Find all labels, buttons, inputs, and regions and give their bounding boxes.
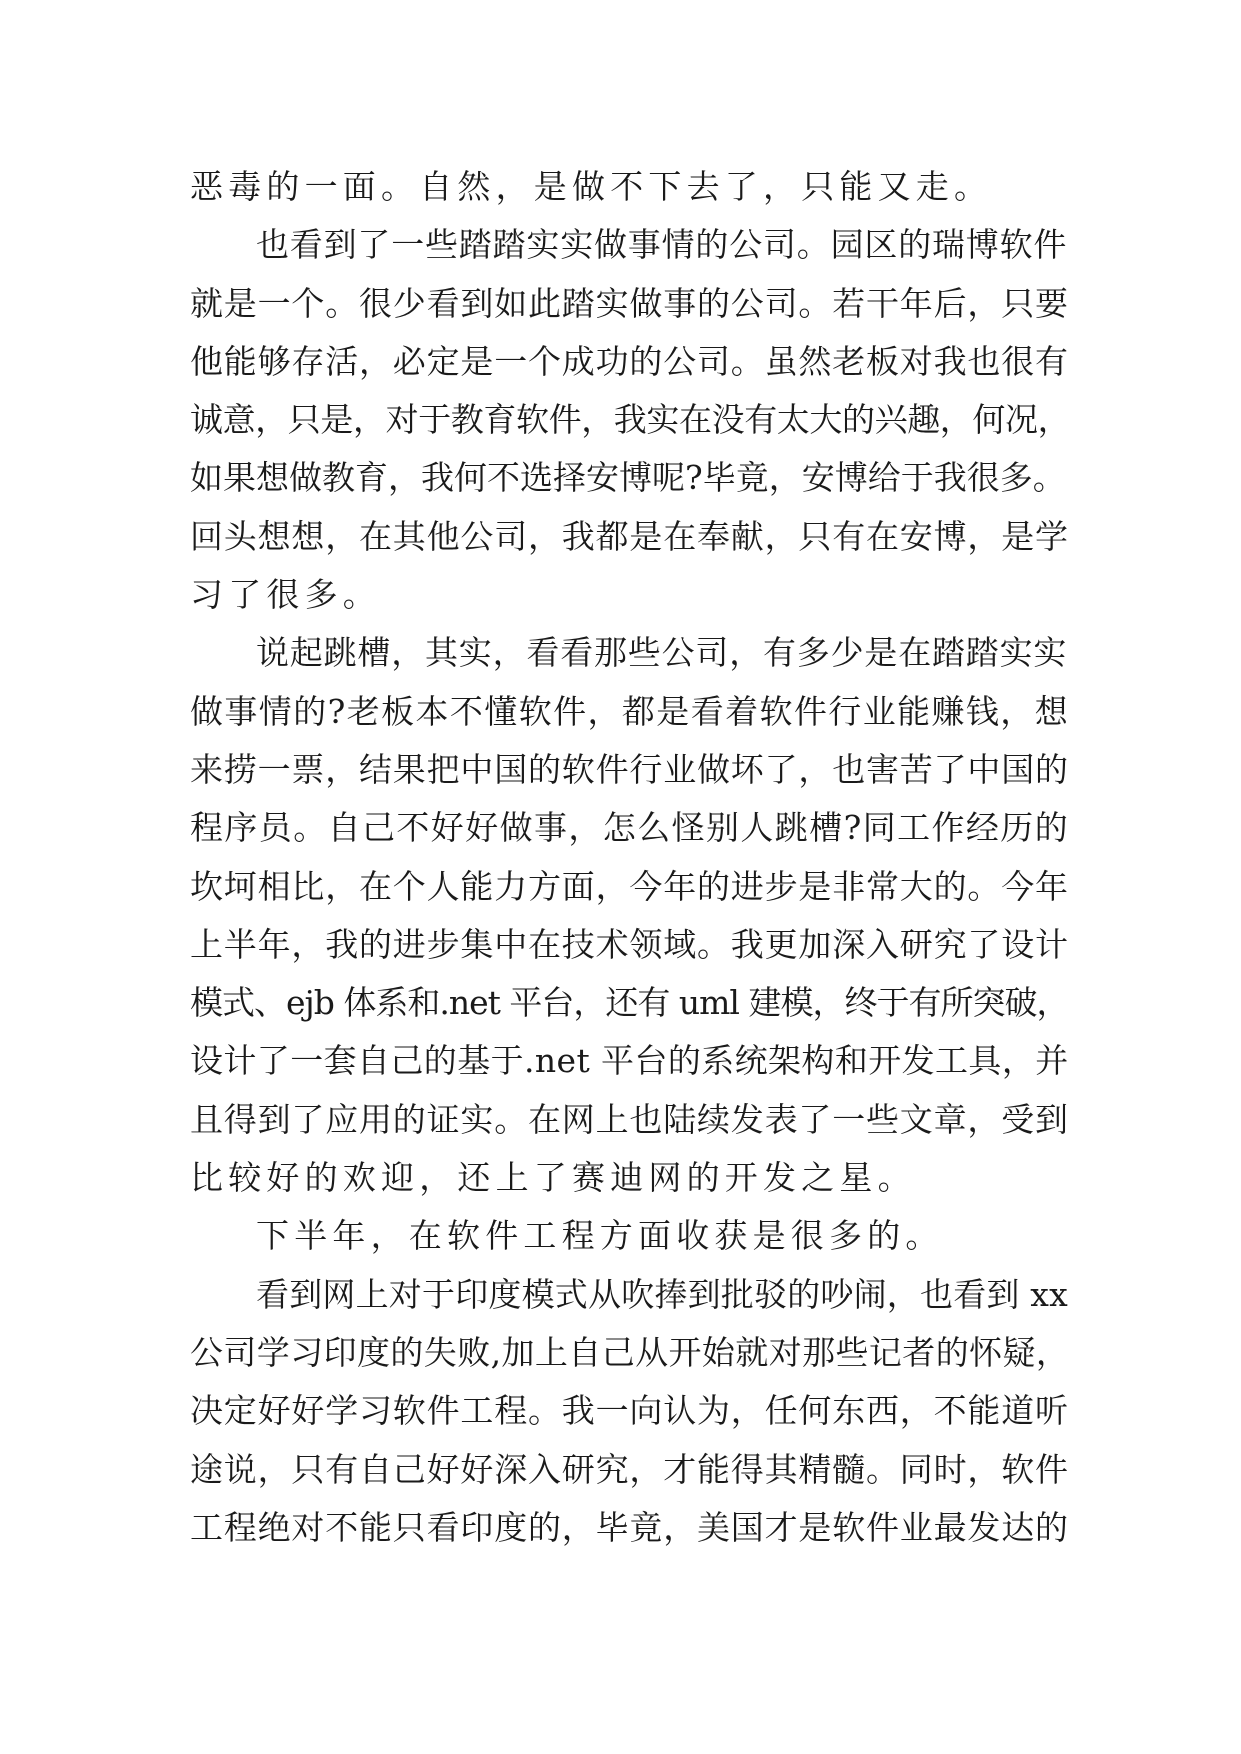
text-line: 说起跳槽，其实，看看那些公司，有多少是在踏踏实实 (256, 633, 1068, 673)
body-text (190, 158, 1070, 1557)
text-line: 模式、ejb 体系和.net 平台，还有 uml 建模，终于有所突破， (190, 983, 1069, 1023)
text-line: 看到网上对于印度模式从吹捧到批驳的吵闹，也看到 xx (256, 1274, 1068, 1314)
text-line: 下半年，在软件工程方面收获是很多的。 (256, 1216, 944, 1256)
text-line: 也看到了一些踏踏实实做事情的公司。园区的瑞博软件 (256, 225, 1068, 265)
text-line: 坎坷相比，在个人能力方面，今年的进步是非常大的。今年 (190, 866, 1069, 906)
text-line: 习了很多。 (190, 575, 381, 615)
text-line: 比较好的欢迎，还上了赛迪网的开发之星。 (190, 1158, 916, 1198)
text-line: 公司学习印度的失败,加上自己从开始就对那些记者的怀疑， (190, 1332, 1070, 1372)
text-line: 且得到了应用的证实。在网上也陆续发表了一些文章，受到 (190, 1099, 1069, 1139)
text-line: 程序员。自己不好好做事，怎么怪别人跳槽?同工作经历的 (190, 808, 1070, 848)
text-line: 做事情的?老板本不懂软件，都是看着软件行业能赚钱，想 (190, 691, 1070, 731)
text-line: 恶毒的一面。自然，是做不下去了，只能又走。 (190, 167, 993, 206)
text-line: 设计了一套自己的基于.net 平台的系统架构和开发工具，并 (190, 1041, 1069, 1081)
text-line: 工程绝对不能只看印度的，毕竟，美国才是软件业最发达的 (190, 1507, 1069, 1547)
text-line: 上半年，我的进步集中在技术领域。我更加深入研究了设计 (190, 924, 1069, 964)
text-line: 就是一个。很少看到如此踏实做事的公司。若干年后，只要 (190, 283, 1069, 323)
text-line: 诚意，只是，对于教育软件，我实在没有太大的兴趣，何况， (190, 400, 1071, 440)
text-line: 途说，只有自己好好深入研究，才能得其精髓。同时，软件 (190, 1449, 1069, 1489)
text-line: 如果想做教育，我何不选择安博呢?毕竟，安博给于我很多。 (190, 458, 1066, 498)
text-line: 来捞一票，结果把中国的软件行业做坏了，也害苦了中国的 (190, 749, 1069, 789)
text-line: 他能够存活，必定是一个成功的公司。虽然老板对我也很有 (190, 341, 1069, 381)
text-line: 回头想想，在其他公司，我都是在奉献，只有在安博，是学 (190, 516, 1069, 556)
text-line: 决定好好学习软件工程。我一向认为，任何东西，不能道听 (190, 1391, 1069, 1431)
